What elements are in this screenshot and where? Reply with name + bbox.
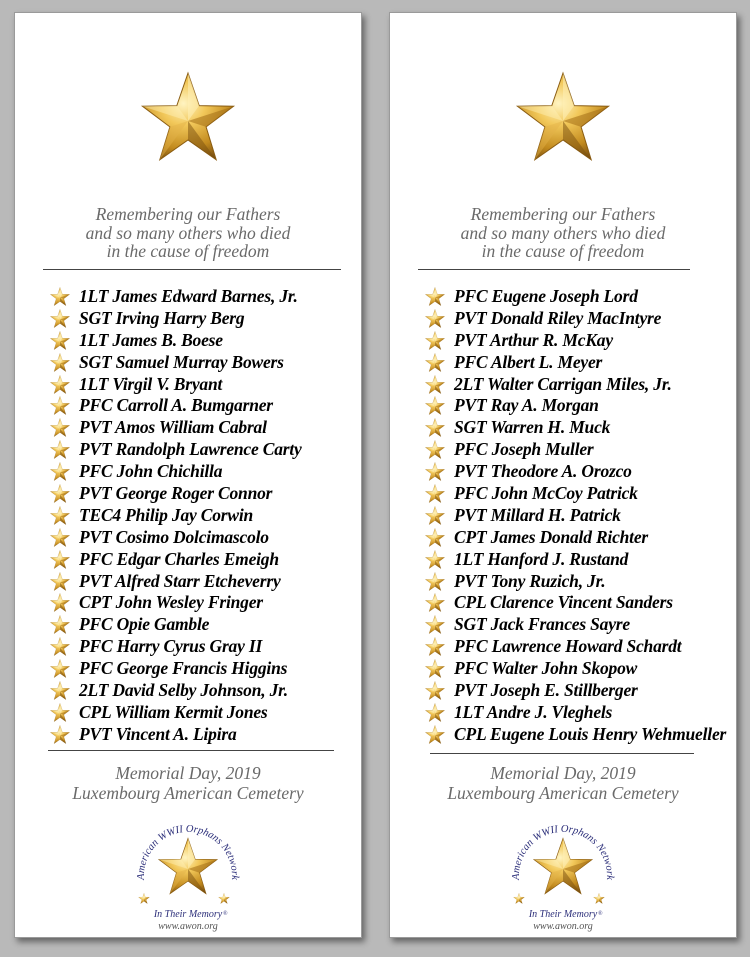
gold-star-bullet-icon: [49, 615, 71, 636]
soldier-name: CPT John Wesley Fringer: [79, 592, 263, 613]
name-list-item: [49, 680, 302, 702]
gold-star-bullet-icon: [49, 572, 71, 593]
gold-star-bullet-icon: [49, 659, 71, 680]
soldier-name: 2LT David Selby Johnson, Jr.: [79, 680, 288, 701]
name-list-item: [49, 571, 302, 593]
soldier-name: PVT Randolph Lawrence Carty: [79, 439, 302, 460]
gold-star-bullet-icon: [424, 396, 446, 417]
divider: [48, 750, 334, 751]
divider: [43, 269, 341, 270]
soldier-name: 1LT Andre J. Vleghels: [454, 701, 613, 722]
card-heading: [15, 205, 361, 261]
gold-star-bullet-icon: [49, 593, 71, 614]
gold-star-bullet-icon: [49, 309, 71, 330]
soldier-name: PFC Joseph Muller: [454, 439, 594, 460]
name-list-item: [49, 505, 302, 527]
gold-star-bullet-icon: [424, 418, 446, 439]
soldier-name: PVT Tony Ruzich, Jr.: [454, 570, 606, 591]
soldier-name: PFC Carroll A. Bumgarner: [79, 395, 273, 416]
soldier-name: SGT Samuel Murray Bowers: [79, 351, 284, 372]
soldier-name: CPL William Kermit Jones: [79, 701, 268, 722]
gold-star-bullet-icon: [49, 331, 71, 352]
name-list-item: [49, 308, 302, 330]
soldier-name: 2LT Walter Carrigan Miles, Jr.: [454, 373, 672, 394]
name-list-item: [49, 286, 302, 308]
soldier-name: PFC George Francis Higgins: [79, 658, 288, 679]
gold-star-bullet-icon: [49, 353, 71, 374]
soldier-name: PVT Arthur R. McKay: [454, 329, 613, 350]
gold-star-bullet-icon: [49, 528, 71, 549]
name-list-item: [424, 592, 726, 614]
gold-star-bullet-icon: [424, 703, 446, 724]
name-list-item: [49, 417, 302, 439]
gold-star-bullet-icon: [424, 550, 446, 571]
name-list-item: [49, 352, 302, 374]
gold-star-bullet-icon: [424, 593, 446, 614]
heading-line: Remembering our Fathers: [470, 204, 656, 224]
awon-logo: [128, 811, 248, 931]
name-list: [49, 286, 302, 746]
card-footer: [390, 763, 736, 803]
soldier-name: PFC Edgar Charles Emeigh: [79, 548, 279, 569]
name-list-item: [424, 636, 726, 658]
name-list-item: [49, 614, 302, 636]
name-list-item: [424, 483, 726, 505]
gold-star-bullet-icon: [424, 681, 446, 702]
card-heading: [390, 205, 736, 261]
gold-star-bullet-icon: [424, 528, 446, 549]
gold-star-bullet-icon: [424, 637, 446, 658]
gold-star-bullet-icon: [49, 287, 71, 308]
footer-line: Memorial Day, 2019: [115, 763, 261, 783]
website-url: www.awon.org: [158, 921, 218, 932]
soldier-name: CPT James Donald Richter: [454, 526, 649, 547]
logo-arc-text: American WWII Orphans Network: [135, 823, 241, 881]
name-list-item: [424, 330, 726, 352]
name-list-item: [424, 549, 726, 571]
soldier-name: TEC4 Philip Jay Corwin: [79, 504, 254, 525]
soldier-name: PVT Millard H. Patrick: [454, 504, 621, 525]
name-list-item: [49, 374, 302, 396]
soldier-name: SGT Jack Frances Sayre: [454, 614, 630, 635]
soldier-name: PFC Walter John Skopow: [454, 658, 638, 679]
registered-mark: ®: [223, 911, 228, 917]
gold-star-bullet-icon: [49, 550, 71, 571]
gold-star-icon: [133, 71, 243, 171]
gold-star-bullet-icon: [424, 725, 446, 746]
website-url: www.awon.org: [533, 921, 593, 932]
awon-logo: [503, 811, 623, 931]
heading-line: in the cause of freedom: [481, 241, 645, 261]
gold-star-bullet-icon: [424, 375, 446, 396]
soldier-name: 1LT James B. Boese: [79, 329, 223, 350]
divider: [418, 269, 690, 270]
name-list-item: [424, 286, 726, 308]
footer-line: Luxembourg American Cemetery: [72, 783, 304, 803]
name-list-item: [424, 352, 726, 374]
name-list-item: [49, 702, 302, 724]
name-list-item: [424, 658, 726, 680]
name-list-item: [49, 395, 302, 417]
gold-star-bullet-icon: [424, 484, 446, 505]
soldier-name: PFC Harry Cyrus Gray II: [79, 636, 263, 657]
name-list-item: [49, 636, 302, 658]
logo-bottom-text: In Their Memory: [528, 909, 598, 920]
gold-star-bullet-icon: [49, 681, 71, 702]
name-list-item: [424, 308, 726, 330]
name-list-item: [424, 614, 726, 636]
name-list-item: [424, 505, 726, 527]
name-list: [424, 286, 726, 746]
soldier-name: PFC John McCoy Patrick: [454, 483, 638, 504]
memorial-card-left: [14, 12, 362, 938]
name-list-item: [424, 724, 726, 746]
name-list-item: [424, 461, 726, 483]
heading-line: and so many others who died: [460, 222, 666, 243]
gold-star-bullet-icon: [424, 440, 446, 461]
name-list-item: [49, 527, 302, 549]
name-list-item: [49, 461, 302, 483]
soldier-name: SGT Warren H. Muck: [454, 417, 611, 438]
gold-star-bullet-icon: [424, 462, 446, 483]
gold-star-bullet-icon: [49, 725, 71, 746]
name-list-item: [49, 724, 302, 746]
divider: [430, 753, 694, 754]
soldier-name: SGT Irving Harry Berg: [79, 307, 245, 328]
name-list-item: [424, 680, 726, 702]
logo-arc-text: American WWII Orphans Network: [510, 823, 616, 881]
gold-star-bullet-icon: [424, 572, 446, 593]
name-list-item: [424, 395, 726, 417]
soldier-name: 1LT Virgil V. Bryant: [79, 373, 223, 394]
name-list-item: [424, 527, 726, 549]
card-footer: [15, 763, 361, 803]
name-list-item: [424, 439, 726, 461]
heading-line: and so many others who died: [85, 222, 291, 243]
gold-star-bullet-icon: [424, 615, 446, 636]
soldier-name: PVT Joseph E. Stillberger: [454, 680, 638, 701]
heading-line: Remembering our Fathers: [95, 204, 281, 224]
gold-star-bullet-icon: [49, 440, 71, 461]
name-list-item: [424, 374, 726, 396]
soldier-name: PVT Ray A. Morgan: [454, 395, 599, 416]
soldier-name: PVT George Roger Connor: [79, 483, 273, 504]
name-list-item: [49, 330, 302, 352]
name-list-item: [424, 571, 726, 593]
gold-star-bullet-icon: [49, 506, 71, 527]
gold-star-bullet-icon: [49, 703, 71, 724]
name-list-item: [49, 592, 302, 614]
gold-star-bullet-icon: [49, 637, 71, 658]
name-list-item: [49, 483, 302, 505]
soldier-name: PVT Cosimo Dolcimascolo: [79, 526, 269, 547]
name-list-item: [49, 549, 302, 571]
gold-star-bullet-icon: [49, 462, 71, 483]
gold-star-bullet-icon: [49, 375, 71, 396]
soldier-name: PFC Lawrence Howard Schardt: [454, 636, 682, 657]
soldier-name: CPL Eugene Louis Henry Wehmueller: [454, 723, 727, 744]
soldier-name: PFC Opie Gamble: [79, 614, 210, 635]
footer-line: Memorial Day, 2019: [490, 763, 636, 783]
soldier-name: CPL Clarence Vincent Sanders: [454, 592, 673, 613]
gold-star-bullet-icon: [424, 506, 446, 527]
soldier-name: 1LT Hanford J. Rustand: [454, 548, 629, 569]
gold-star-bullet-icon: [424, 659, 446, 680]
soldier-name: PVT Theodore A. Orozco: [454, 461, 632, 482]
gold-star-bullet-icon: [49, 418, 71, 439]
gold-star-bullet-icon: [424, 331, 446, 352]
logo-bottom-text: In Their Memory: [153, 909, 223, 920]
name-list-item: [49, 658, 302, 680]
soldier-name: PVT Donald Riley MacIntyre: [454, 307, 662, 328]
soldier-name: PVT Amos William Cabral: [79, 417, 267, 438]
name-list-item: [49, 439, 302, 461]
soldier-name: PVT Vincent A. Lipira: [79, 723, 237, 744]
heading-line: in the cause of freedom: [106, 241, 270, 261]
registered-mark: ®: [598, 911, 603, 917]
gold-star-bullet-icon: [49, 396, 71, 417]
soldier-name: PVT Alfred Starr Etcheverry: [79, 570, 281, 591]
soldier-name: PFC Albert L. Meyer: [454, 351, 603, 372]
gold-star-bullet-icon: [424, 353, 446, 374]
footer-line: Luxembourg American Cemetery: [447, 783, 679, 803]
gold-star-icon: [508, 71, 618, 171]
gold-star-bullet-icon: [424, 287, 446, 308]
gold-star-bullet-icon: [49, 484, 71, 505]
memorial-card-right: [389, 12, 737, 938]
gold-star-bullet-icon: [424, 309, 446, 330]
soldier-name: PFC John Chichilla: [79, 461, 223, 482]
soldier-name: PFC Eugene Joseph Lord: [454, 286, 638, 306]
name-list-item: [424, 702, 726, 724]
soldier-name: 1LT James Edward Barnes, Jr.: [79, 286, 298, 306]
name-list-item: [424, 417, 726, 439]
